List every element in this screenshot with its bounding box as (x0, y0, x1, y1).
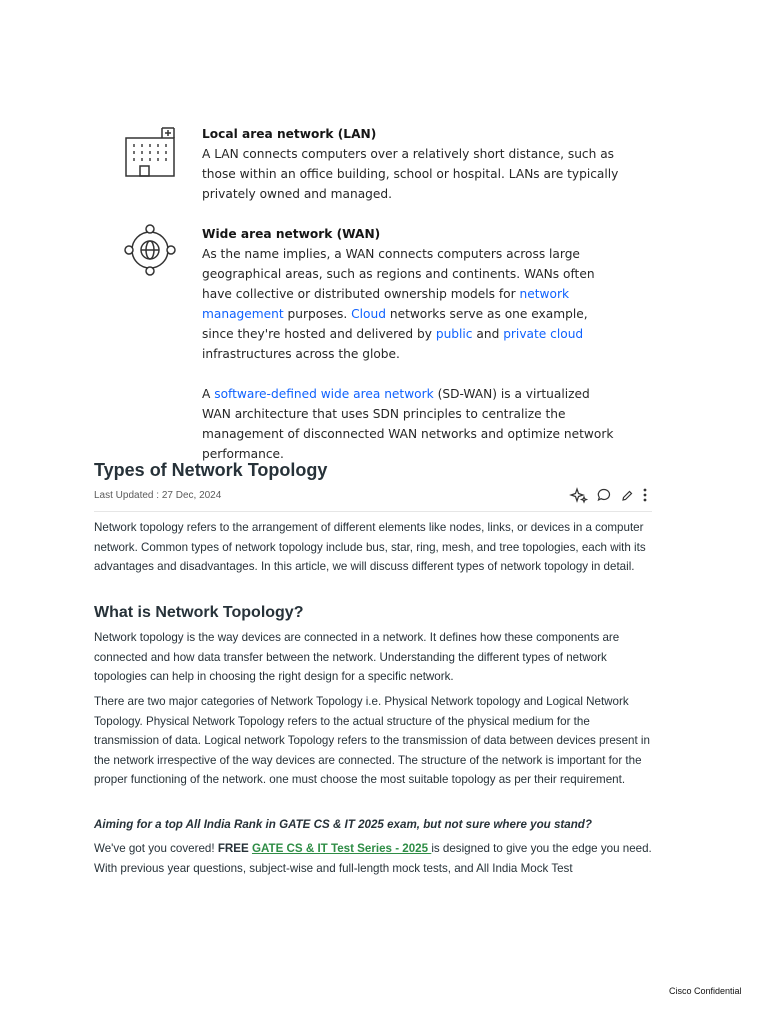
cloud-link[interactable]: Cloud (351, 307, 386, 321)
article-title: Types of Network Topology (94, 460, 328, 480)
wan-text: infrastructures across the globe. (202, 347, 400, 361)
footer-confidential: Cisco Confidential (669, 986, 742, 996)
body-paragraph-1: Network topology is the way devices are connected in a network. It defines how these components are connected and how data transfer between the network. Understanding the different types of network topologies can help in choosing the right design for a specific network. (94, 631, 620, 683)
wan-text: purposes. (283, 307, 352, 321)
article-body-2 (94, 692, 654, 790)
article-toolbar (570, 486, 648, 508)
body-paragraph-3 (94, 839, 654, 878)
body-text: We've got you covered! (94, 842, 218, 855)
divider (94, 511, 652, 512)
wan-text: As the name implies, a WAN connects computers across large geographical areas, such as regions and continents. WANs often have collective or distributed ownership models for (202, 247, 595, 301)
promo-text: Aiming for a top All India Rank in GATE CS & IT 2025 exam, but not sure where you stand? (94, 818, 592, 831)
lan-body: A LAN connects computers over a relatively short distance, such as those within an office building, school or hospital. LANs are typically privately owned and managed. (202, 147, 619, 201)
sdwan-link[interactable]: software-defined wide area network (214, 387, 434, 401)
body-text: is designed to give you the edge you need. With previous year questions, subject-wise and full-length mock tests, and All India Mock Test (94, 842, 652, 875)
comment-icon[interactable] (596, 487, 612, 507)
lan-title: Local area network (LAN) (202, 127, 377, 141)
wan-title: Wide area network (WAN) (202, 227, 381, 241)
promo-line (94, 815, 654, 835)
globe-network-icon (124, 224, 176, 276)
last-updated: Last Updated : 27 Dec, 2024 (94, 490, 222, 501)
wan-text: A (202, 387, 215, 401)
free-label: FREE (217, 842, 249, 855)
wan-text: and (472, 327, 504, 341)
article-intro (94, 518, 654, 577)
body-paragraph-2: There are two major categories of Network Topology i.e. Physical Network topology and Logical Network Topology. Physical Network Topology refers to the actual structure of the physical medium for the transmission of data. Logical network Topology refers to the transmission of data between devices present in the network irrespective of the way devices are connected. The structure of the network is important for the proper functioning of the network. one must choose the most suitable topology as per their requirement. (94, 695, 650, 786)
wan-paragraph-2 (202, 384, 620, 464)
article-body-3 (94, 839, 654, 875)
wan-text: networks serve as one example, since they're hosted and delivered by (202, 307, 588, 341)
gate-test-series-link[interactable]: GATE CS & IT Test Series - 2025 (251, 842, 432, 855)
network-management-link[interactable]: network management (202, 287, 570, 321)
what-is-network-topology-heading: What is Network Topology? (94, 604, 304, 621)
wan-text: (SD-WAN) is a virtualized WAN architecture that uses SDN principles to centralize the management of disconnected WAN networks and optimize network performance. (202, 387, 614, 461)
sparkle-icon[interactable] (570, 486, 588, 508)
lan-section (202, 124, 632, 204)
building-icon (124, 126, 176, 178)
wan-section (202, 224, 620, 464)
article-body-1 (94, 628, 654, 687)
edit-icon[interactable] (620, 488, 634, 507)
intro-paragraph: Network topology refers to the arrangement of different elements like nodes, links, or devices in a computer network. Common types of network topology include bus, star, ring, mesh, and tree topologies, each with its advantages and disadvantages. In this article, we will discuss different types of network topology in detail. (94, 521, 646, 573)
section-heading (94, 604, 303, 622)
wan-paragraph-1 (202, 244, 620, 364)
more-options-icon[interactable] (642, 487, 648, 507)
public-link[interactable]: public (435, 327, 473, 341)
private-cloud-link[interactable]: private cloud (503, 327, 584, 341)
